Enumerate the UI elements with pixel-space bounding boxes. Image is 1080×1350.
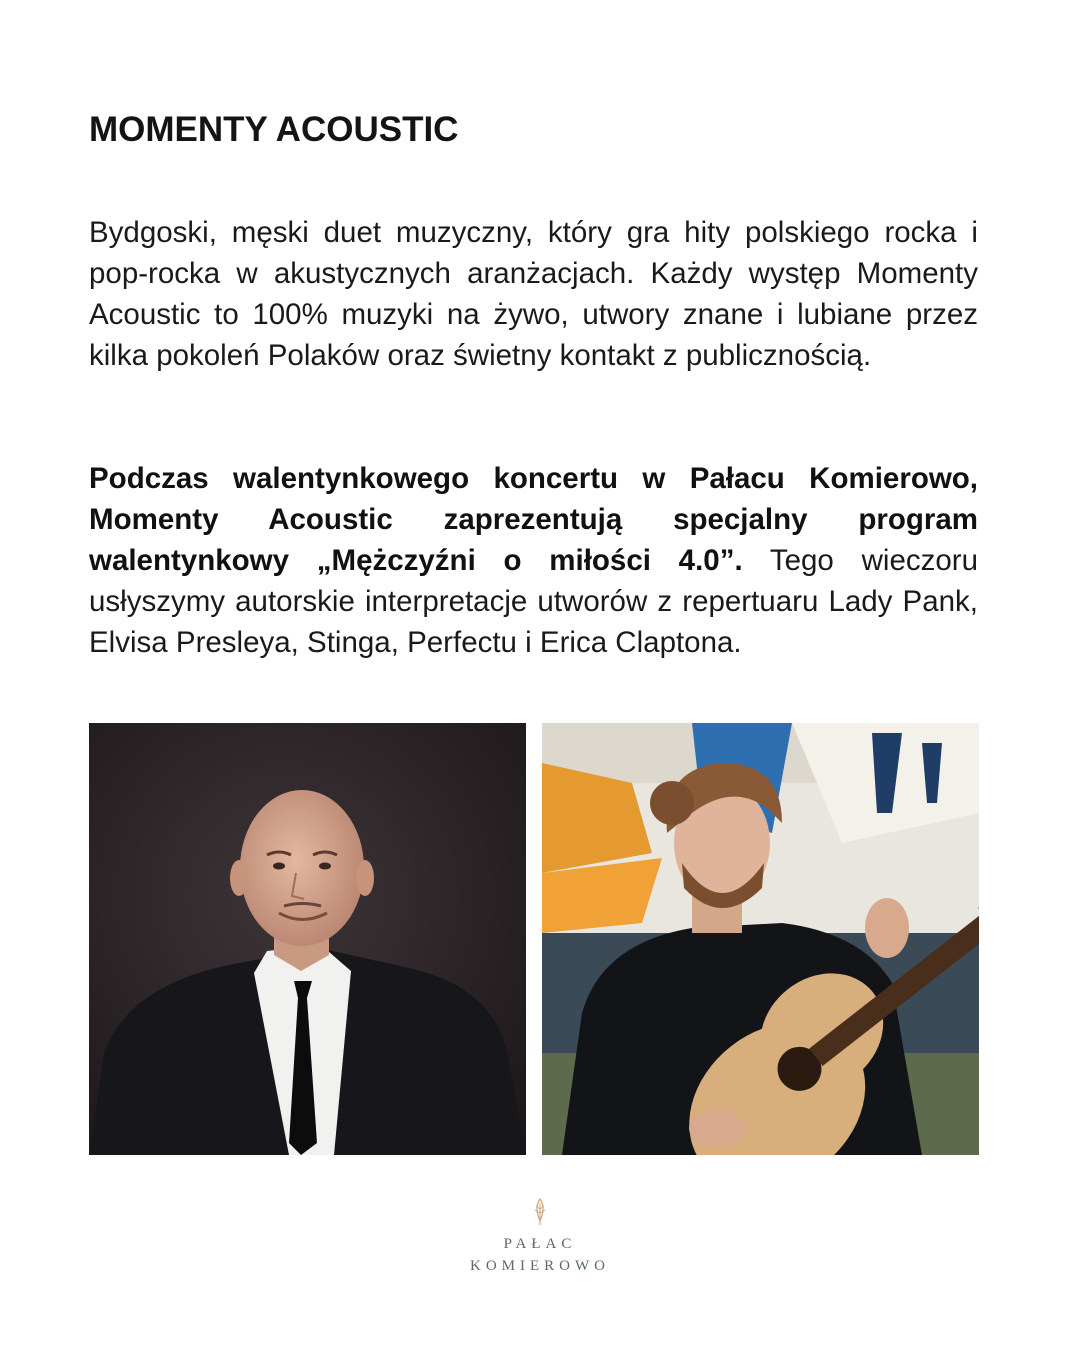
intro-paragraph: Bydgoski, męski duet muzyczny, który gra hity polskiego rocka i pop-rocka w akustycznych aranżacjach. Każdy występ Momenty Acoustic to 100% muzyki na żywo, utwory znane i lubiane przez kilka pokoleń Polaków oraz świetny kontakt z publicznością. <box>89 216 978 372</box>
concert-paragraph-regular: Tego wieczoru usłyszymy autorskie interpretacje utworów z repertuaru Lady Pank, Elvisa Presleya, Stinga, Perfectu i Erica Claptona. <box>89 544 978 659</box>
concert-paragraph <box>89 458 978 663</box>
concert-paragraph-bold: Podczas walentynkowego koncertu w Pałacu Komierowo, Momenty Acoustic zaprezentują specjalny program walentynkowy „Mężczyźni o miłości 4.0”. <box>89 462 978 577</box>
logo-line-2: KOMIEROWO <box>470 1258 610 1274</box>
photo-guitarist <box>542 723 979 1155</box>
palace-logo <box>0 1197 1080 1277</box>
page-title: MOMENTY ACOUSTIC <box>89 110 459 149</box>
leaf-emblem-icon <box>530 1197 550 1227</box>
logo-line-1: PAŁAC <box>503 1236 577 1252</box>
photo-man-in-suit <box>89 723 526 1155</box>
